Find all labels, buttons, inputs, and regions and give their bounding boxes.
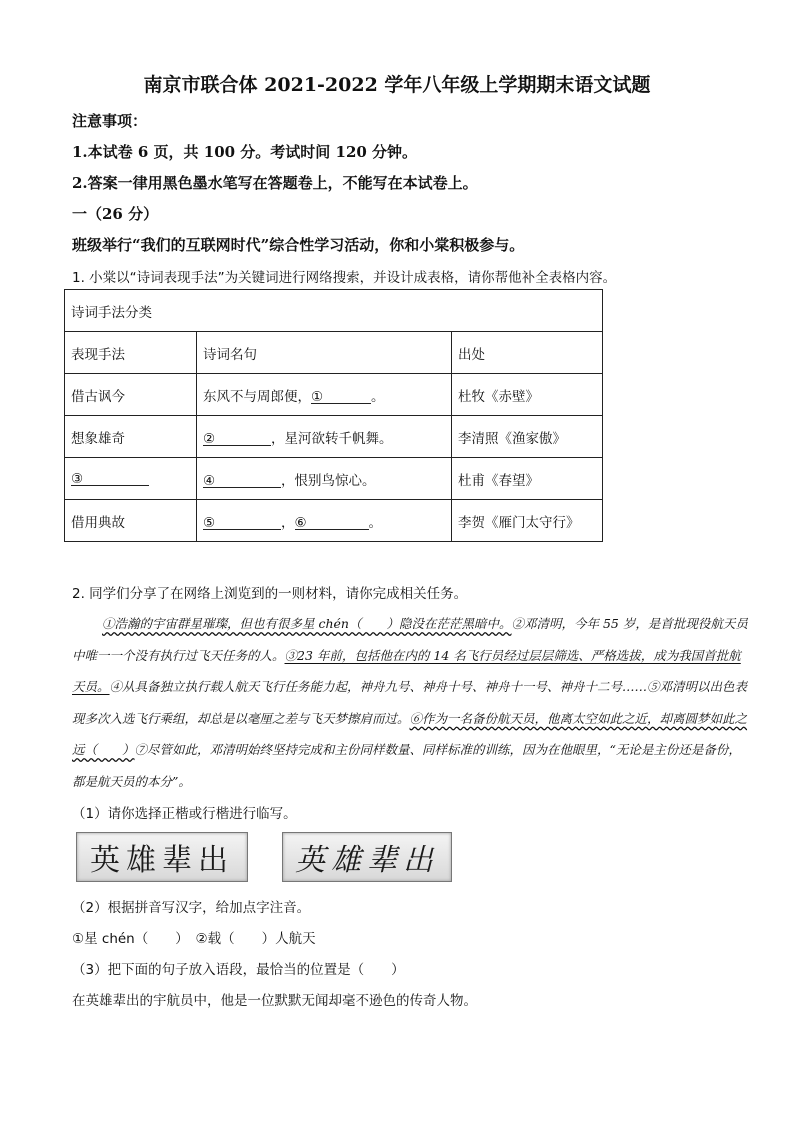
header-source: 出处 [452, 332, 603, 374]
subquestion-2: （2）根据拼音写汉字，给加点字注音。 [72, 900, 311, 916]
passage-sentence-7: ⑦尽管如此，邓清明始终坚持完成和主份同样数量、同样标准的训练，因为在他眼里，“无论是主份还是备份，都是航天员的本分”。 [72, 742, 741, 789]
technique-cell: 想象雄奇 [65, 416, 197, 458]
section-intro: 班级举行“我们的互联网时代”综合性学习活动，你和小棠积极参与。 [72, 236, 525, 254]
notice-heading: 注意事项： [72, 112, 148, 130]
table-row [65, 500, 603, 542]
line-suffix: ，恨别鸟惊心。 [281, 472, 376, 489]
line-suffix: 。 [371, 388, 385, 405]
blank-number: ⑥ [294, 514, 307, 531]
table-row [65, 458, 603, 500]
answer-blank-2[interactable] [203, 431, 271, 446]
line-suffix: ，星河欲转千帆舞。 [271, 430, 393, 447]
subquestion-3: （3）把下面的句子放入语段，最恰当的位置是（ ） [72, 962, 405, 978]
table-row [65, 416, 603, 458]
source-cell: 杜甫《春望》 [452, 458, 603, 500]
poem-line-cell [197, 458, 452, 500]
line-mid: ， [281, 514, 295, 531]
answer-blank-3[interactable] [71, 471, 149, 486]
blank-number: ③ [71, 470, 84, 487]
header-poem-line: 诗词名句 [197, 332, 452, 374]
notice-item-2: 2.答案一律用黑色墨水笔写在答题卷上，不能写在本试卷上。 [72, 174, 478, 192]
answer-blank-1[interactable] [311, 389, 371, 404]
poem-line-cell [197, 500, 452, 542]
technique-cell [65, 458, 197, 500]
answer-blank-4[interactable] [203, 473, 281, 488]
poem-line-cell [197, 374, 452, 416]
table-header-row [65, 332, 603, 374]
notice-item-1: 1.本试卷 6 页，共 100 分。考试时间 120 分钟。 [72, 143, 418, 161]
blank-number: ④ [203, 472, 216, 489]
section-label: 一（26 分） [72, 205, 159, 223]
subquestion-1: （1）请你选择正楷或行楷进行临写。 [72, 806, 297, 822]
table-caption: 诗词手法分类 [65, 290, 603, 332]
source-cell: 李清照《渔家傲》 [452, 416, 603, 458]
reading-passage [72, 608, 752, 797]
subquestion-2-items: ①星 chén（ ） ②载（ ）人航天 [72, 931, 316, 947]
question-2-stem: 2. 同学们分享了在网络上浏览到的一则材料，请你完成相关任务。 [72, 586, 468, 602]
line-prefix: 东风不与周郎便， [203, 388, 311, 405]
header-technique: 表现手法 [65, 332, 197, 374]
poem-line-cell [197, 416, 452, 458]
passage-sentence-2: ②邓清明，今年 55 岁，是首批现役航天员中唯一一个没有执行过飞天任务的人。 [72, 616, 748, 663]
blank-number: ⑤ [203, 514, 216, 531]
blank-number: ② [203, 430, 216, 447]
passage-sentence-5: ⑤邓清明以出色表现多次入选飞行乘组，却总是以毫厘之差与飞天梦擦肩而过。 [72, 679, 748, 726]
calligraphy-xingkai-sample: 英雄辈出 [282, 832, 452, 882]
passage-sentence-4: ④从具备独立执行载人航天飞行任务能力起，神舟九号、神舟十号、神舟十一号、神舟十二号…… [109, 679, 648, 694]
technique-cell: 借用典故 [65, 500, 197, 542]
source-cell: 杜牧《赤壁》 [452, 374, 603, 416]
technique-cell: 借古讽今 [65, 374, 197, 416]
poetry-technique-table [64, 289, 603, 542]
passage-sentence-3: ③23 年前，包括他在内的 14 名飞行员经过层层筛选、严格选拔，成为我国首批航天员。 [72, 647, 741, 694]
blank-number: ① [311, 388, 324, 405]
passage-sentence-6: ⑥作为一名备份航天员，他离太空如此之近，却离圆梦如此之远（ ） [72, 710, 748, 757]
insert-sentence: 在英雄辈出的宇航员中，他是一位默默无闻却毫不逊色的传奇人物。 [72, 993, 477, 1009]
calligraphy-kaishu-sample: 英雄辈出 [76, 832, 248, 882]
passage-sentence-1: ①浩瀚的宇宙群星璀璨，但也有很多星 chén（ ）隐没在茫茫黑暗中。 [102, 616, 512, 631]
answer-blank-5[interactable] [203, 515, 281, 530]
line-suffix: 。 [368, 514, 382, 531]
source-cell: 李贺《雁门太守行》 [452, 500, 603, 542]
question-1-stem: 1. 小棠以“诗词表现手法”为关键词进行网络搜索，并设计成表格，请你帮他补全表格内容。 [72, 270, 617, 286]
table-row [65, 374, 603, 416]
page-title: 南京市联合体 2021-2022 学年八年级上学期期末语文试题 [143, 74, 651, 96]
answer-blank-6[interactable] [295, 515, 369, 530]
